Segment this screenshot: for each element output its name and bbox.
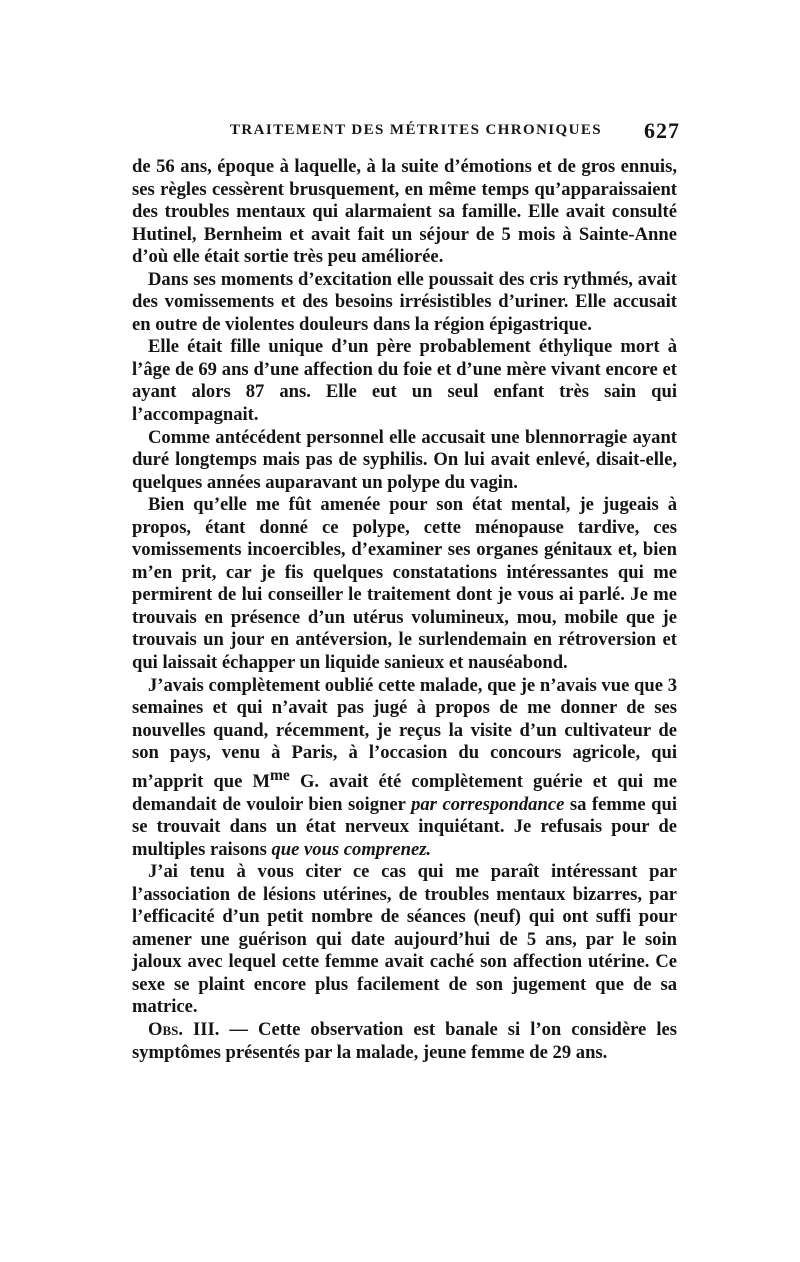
paragraph-personal-history: Comme antécédent personnel elle accusait une blennorragie ayant duré longtemps mais pas de syphilis. On lui avait enlevé, disait-elle, quelques années auparavant un polype du vagin.	[132, 426, 677, 493]
follow-up-italic-correspondance: par correspondance	[411, 793, 565, 815]
follow-up-text-b: G. avait été complètement guérie et qui me demandait de vouloir bien soigner	[132, 770, 677, 815]
paragraph-examination: Bien qu’elle me fût amenée pour son état mental, je jugeais à propos, étant donné ce polype, cette ménopause tardive, ces vomissements incoercibles, d’examiner ses organes génitaux et, bien m’en prit, car je fis quelques constatations intéressantes qui me permirent de lui conseiller le traitement dont je vous ai parlé. Je me trouvais en présence d’un utérus volumineux, mou, mobile que je trouvais un jour en antéversion, le surlendemain en rétroversion et qui laissait échapper un liquide sanieux et nauséabond.	[132, 494, 677, 674]
paragraph-excitation: Dans ses moments d’excitation elle poussait des cris rythmés, avait des vomissements et des besoins irrésistibles d’uriner. Elle accusait en outre de violentes douleurs dans la région épigastrique.	[132, 268, 677, 335]
page-number: 627	[644, 118, 680, 143]
observation-text: — Cette observation est banale si l’on considère les symptômes présentés par la malade, jeune femme de 29 ans.	[132, 1018, 677, 1063]
follow-up-text-c: sa femme qui se trouvait dans un état nerveux inquiétant. Je refusais pour de multiples raisons	[132, 793, 677, 860]
follow-up-text-a: J’avais complètement oublié cette malade, que je n’avais vue que 3 semaines et qui n’avait pas jugé à propos de me donner de ses nouvelles quand, récemment, je reçus la visite d’un cultivateur de son pays, venu à Paris, à l’occasion du concours agricole, qui m’apprit que M	[132, 674, 677, 792]
follow-up-superscript: me	[270, 766, 290, 784]
running-head	[132, 118, 680, 148]
running-title: TRAITEMENT DES MÉTRITES CHRONIQUES	[230, 122, 602, 138]
paragraph-observation-three	[132, 1019, 677, 1064]
follow-up-italic-comprenez: que vous comprenez.	[271, 838, 432, 860]
paragraph-conclusion: J’ai tenu à vous citer ce cas qui me paraît intéressant par l’association de lésions utérines, de troubles mentaux bizarres, par l’efficacité d’un petit nombre de séances (neuf) qui ont suffi pour amener une guérison qui date aujourd’hui de 5 ans, par le soin jaloux avec lequel cette femme avait caché son affection utérine. Ce sexe se plaint encore plus facilement de son jugement que de sa matrice.	[132, 861, 677, 1018]
paragraph-family-history: Elle était fille unique d’un père probablement éthylique mort à l’âge de 69 ans d’une affection du foie et d’une mère vivant encore et ayant alors 87 ans. Elle eut un seul enfant très sain qui l’accompagnait.	[132, 336, 677, 426]
observation-label: Obs. III.	[148, 1018, 220, 1040]
body-text	[132, 156, 677, 1064]
paragraph-follow-up	[132, 675, 677, 862]
paragraph-continuation: de 56 ans, époque à laquelle, à la suite d’émotions et de gros ennuis, ses règles cessèrent brusquement, en même temps qu’apparaissaient des troubles mentaux qui alarmaient sa famille. Elle avait consulté Hutinel, Bernheim et avait fait un séjour de 5 mois à Sainte-Anne d’où elle était sortie très peu améliorée.	[132, 156, 677, 268]
